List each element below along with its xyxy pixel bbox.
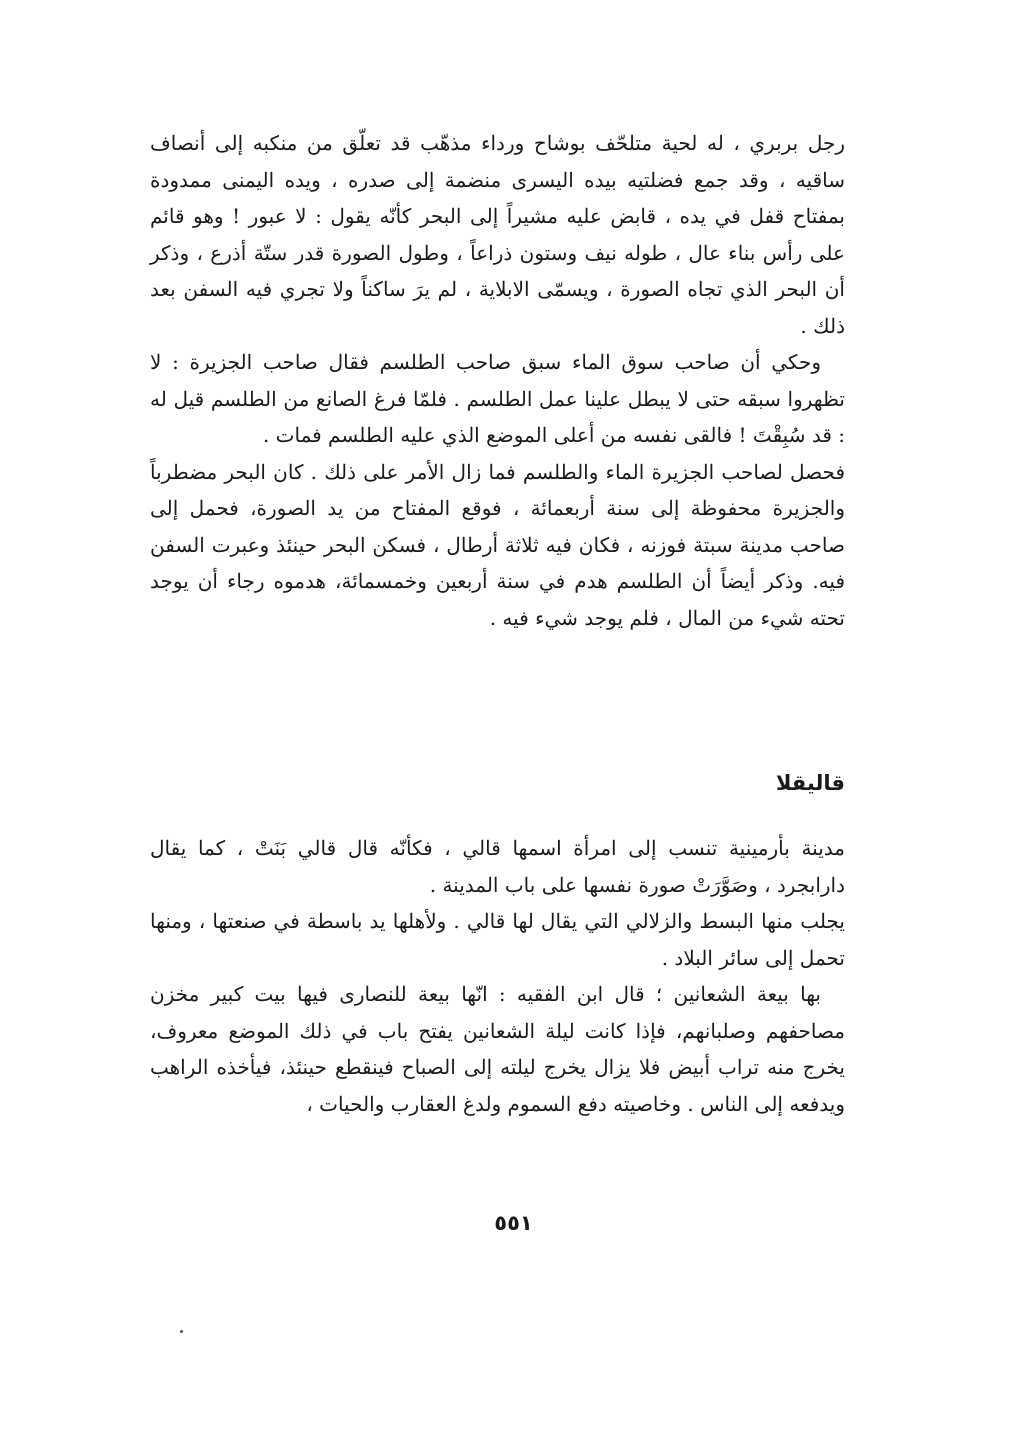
- text-block-upper: [150, 125, 845, 636]
- page-number: ٥٥١: [494, 1211, 533, 1235]
- text-block-lower: [150, 830, 845, 1122]
- scan-speck: [180, 1330, 183, 1333]
- paragraph: وحكي أن صاحب سوق الماء سبق صاحب الطلسم فقال صاحب الجزيرة : لا تظهروا سبقه حتى لا يبطل علينا عمل الطلسم . فلمّا فرغ الصانع من الطلسم قيل له : قد سُبِقْتَ ! فالقى نفسه من أعلى الموضع الذي عليه الطلسم فمات .: [150, 350, 845, 447]
- paragraph: مدينة بأرمينية تنسب إلى امرأة اسمها قالي ، فكأنّه قال قالي بَنَتْ ، كما يقال دارابجرد ، وصَوَّرَتْ صورة نفسها على باب المدينة .: [150, 836, 845, 897]
- paragraph: بها بيعة الشعانين ؛ قال ابن الفقيه : انّها بيعة للنصارى فيها بيت كبير مخزن مصاحفهم وصلبانهم، فإذا كانت ليلة الشعانين يفتح باب في ذلك الموضع معروف، يخرج منه تراب أبيض فلا يزال يخرج ليلته إلى الصباح فينقطع حينئذ، فيأخذه الراهب ويدفعه إلى الناس . وخاصيته دفع السموم ولدغ العقارب والحيات ،: [150, 982, 845, 1116]
- paragraph: رجل بربري ، له لحية متلحّف بوشاح ورداء مذهّب قد تعلّق من منكبه إلى أنصاف ساقيه ، وقد جمع فضلتيه بيده اليسرى منضمة إلى صدره ، ويده اليمنى ممدودة بمفتاح قفل في يده ، قابض عليه مشيراً إلى البحر كأنّه يقول : لا عبور ! وهو قائم على رأس بناء عال ، طوله نيف وستون ذراعاً ، وطول الصورة قدر ستّة أذرع ، وذكر أن البحر الذي تجاه الصورة ، ويسمّى الابلاية ، لم يرَ ساكناً ولا تجري فيه السفن بعد ذلك .: [150, 131, 845, 338]
- entry-heading: قاليقلا: [775, 771, 845, 795]
- paragraph: فحصل لصاحب الجزيرة الماء والطلسم فما زال الأمر على ذلك . كان البحر مضطرباً والجزيرة محفوظة إلى سنة أربعمائة ، فوقع المفتاح من يد الصورة، فحمل إلى صاحب مدينة سبتة فوزنه ، فكان فيه ثلاثة أرطال ، فسكن البحر حينئذ وعبرت السفن فيه. وذكر أيضاً أن الطلسم هدم في سنة أربعين وخمسمائة، هدموه رجاء أن يوجد تحته شيء من المال ، فلم يوجد شيء فيه .: [150, 459, 846, 630]
- paragraph: يجلب منها البسط والزلالي التي يقال لها قالي . ولأهلها يد باسطة في صنعتها ، ومنها تحمل إلى سائر البلاد .: [150, 909, 845, 970]
